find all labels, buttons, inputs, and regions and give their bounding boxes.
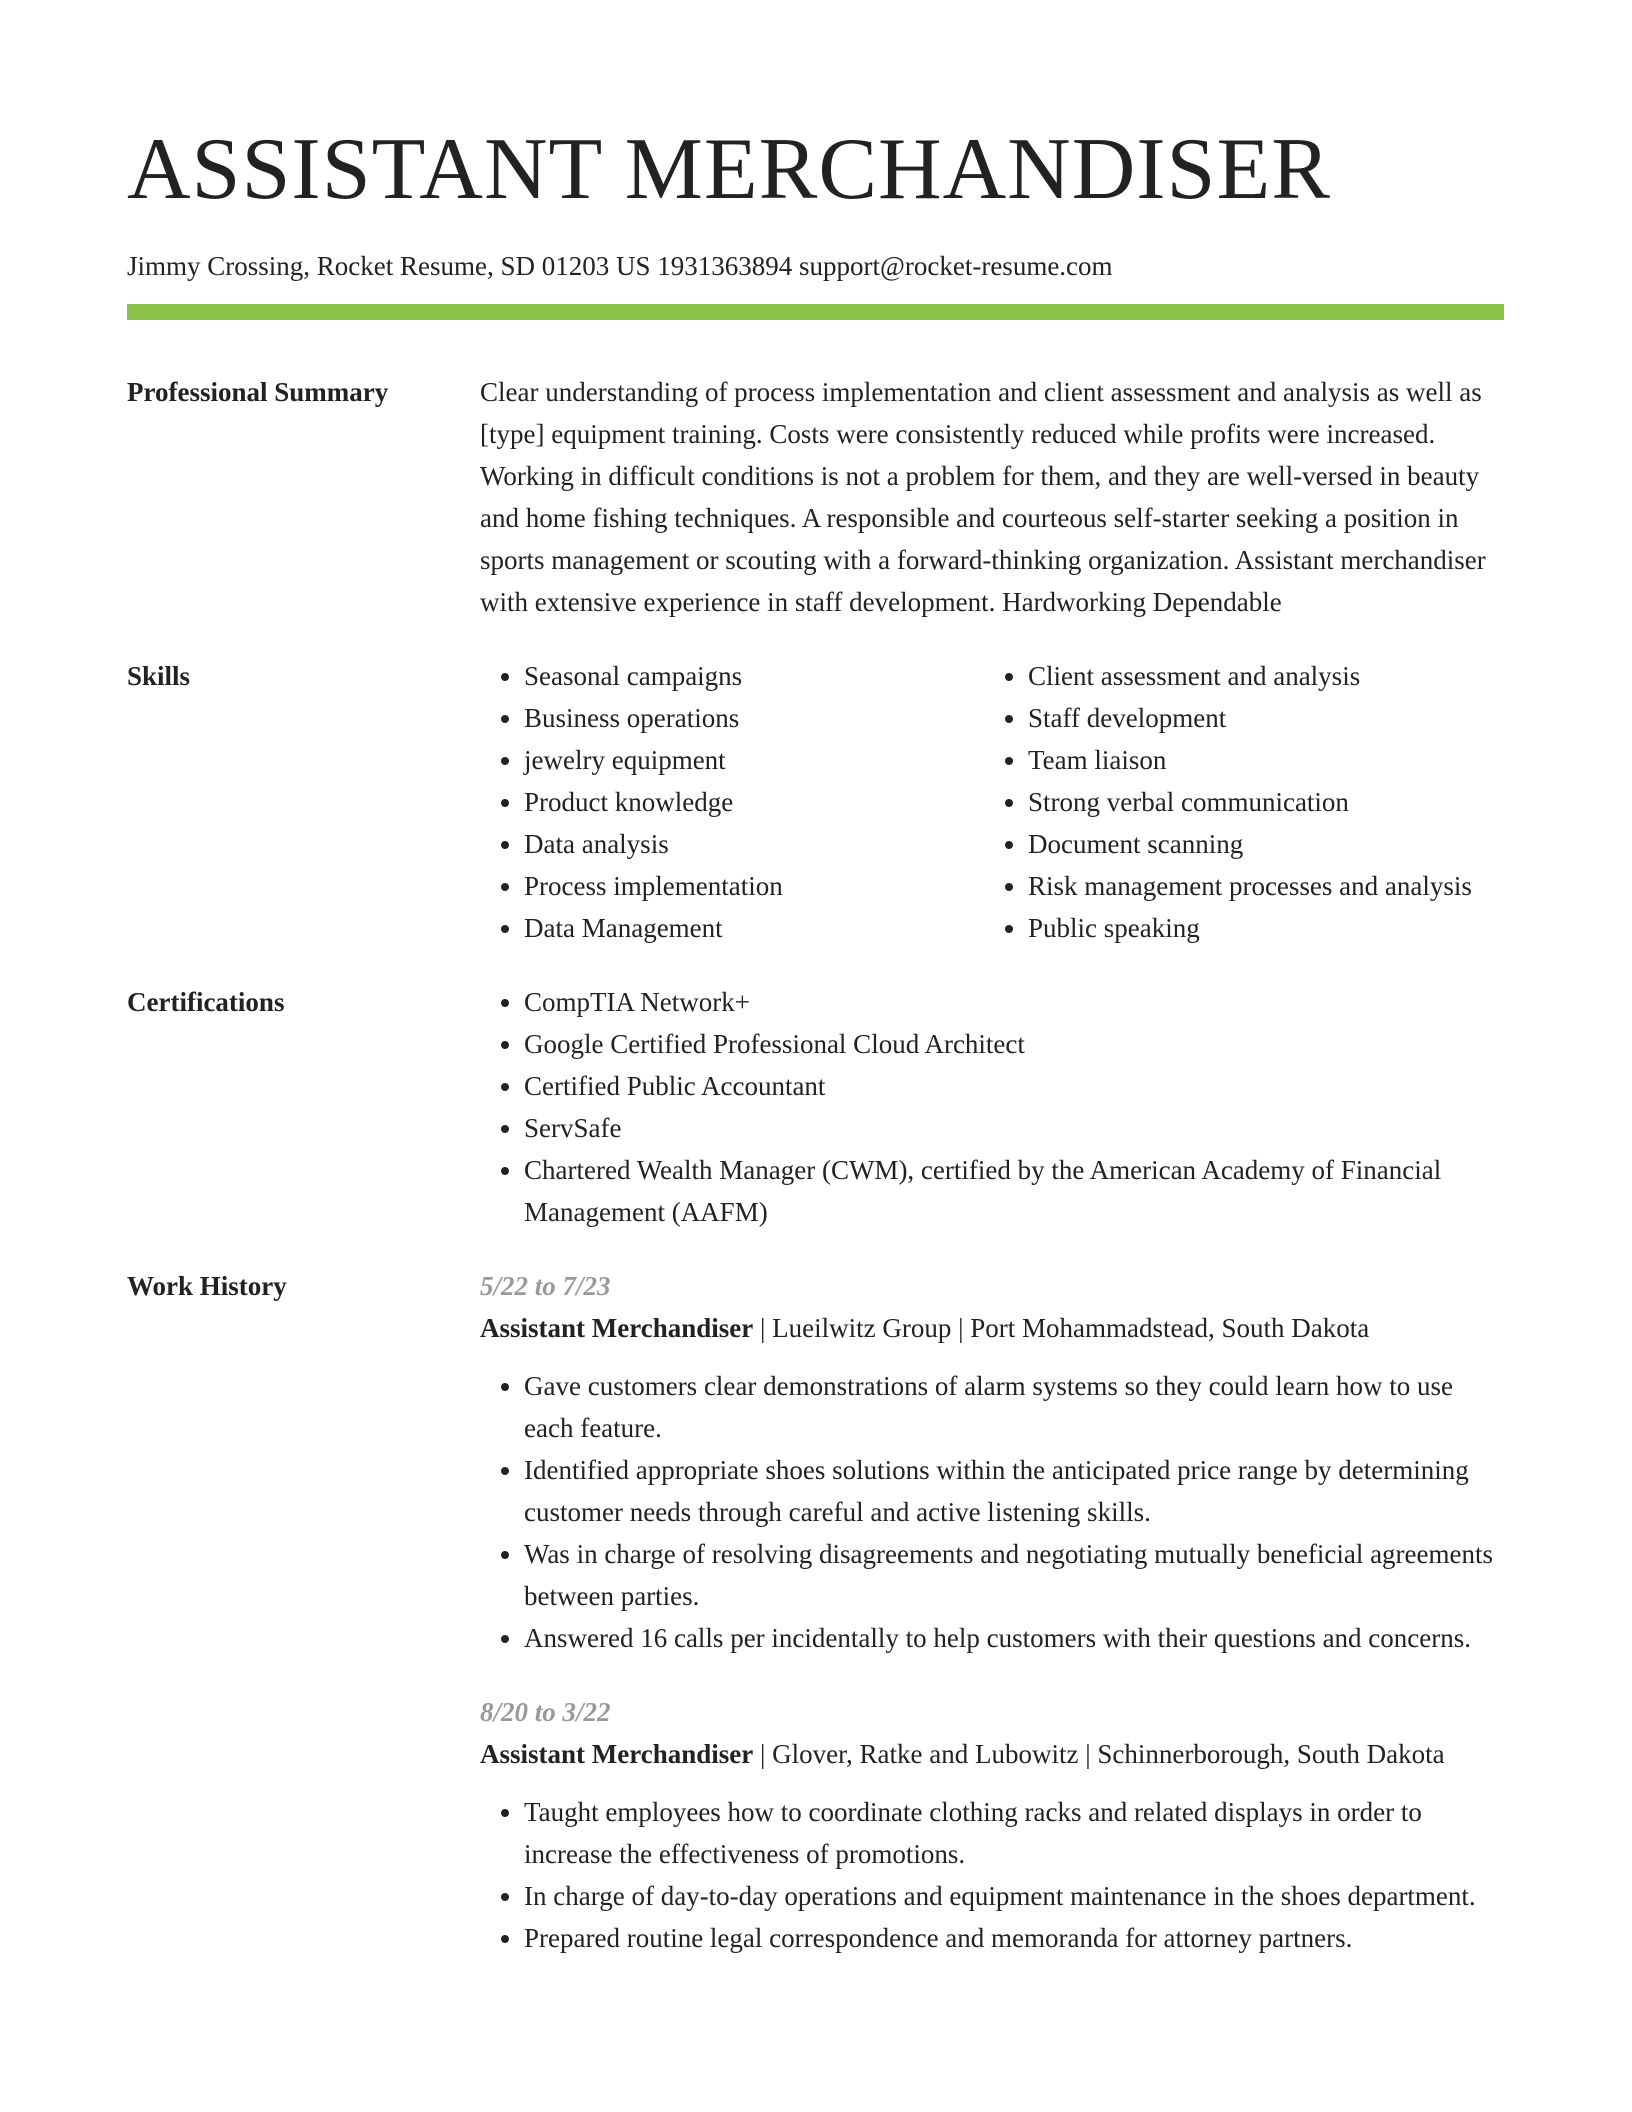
certification-item: • CompTIA Network+: [524, 981, 1504, 1023]
skill-item: • Document scanning: [1028, 823, 1472, 865]
job-dates: 5/22 to 7/23: [480, 1271, 611, 1301]
job-bullet: • Was in charge of resolving disagreements and negotiating mutually beneficial agreements between parties.: [524, 1533, 1504, 1617]
job-details: | Glover, Ratke and Lubowitz | Schinnerborough, South Dakota: [753, 1739, 1445, 1769]
certifications-list: [480, 981, 1504, 1233]
skill-item: • Public speaking: [1028, 907, 1472, 949]
skill-item: • Data Management: [524, 907, 984, 949]
skill-item: • Strong verbal communication: [1028, 781, 1472, 823]
skill-item: • Seasonal campaigns: [524, 655, 984, 697]
work-history-body: [480, 1265, 1504, 1959]
section-label-summary: Professional Summary: [127, 377, 389, 407]
section-label-certifications: Certifications: [127, 987, 285, 1017]
job-bullets: [480, 1365, 1504, 1659]
resume-page: [127, 120, 1504, 1959]
skills-list-col1: [480, 655, 984, 949]
certification-item: • Chartered Wealth Manager (CWM), certified by the American Academy of Financial Management (AAFM): [524, 1149, 1504, 1233]
skills-list-col2: [984, 655, 1472, 949]
job-bullet: • Gave customers clear demonstrations of alarm systems so they could learn how to use each feature.: [524, 1365, 1504, 1449]
job-bullet: • Answered 16 calls per incidentally to help customers with their questions and concerns.: [524, 1617, 1504, 1659]
job-entry: [480, 1265, 1504, 1659]
skill-item: • Risk management processes and analysis: [1028, 865, 1472, 907]
job-bullets: [480, 1791, 1504, 1959]
certification-item: • Certified Public Accountant: [524, 1065, 1504, 1107]
accent-divider: [127, 304, 1504, 320]
skill-item: • Business operations: [524, 697, 984, 739]
job-details: | Lueilwitz Group | Port Mohammadstead, South Dakota: [753, 1313, 1370, 1343]
certification-item: • Google Certified Professional Cloud Architect: [524, 1023, 1504, 1065]
job-heading: [480, 1733, 1504, 1775]
skill-item: • Product knowledge: [524, 781, 984, 823]
skills-section: [127, 655, 1504, 949]
job-title: Assistant Merchandiser: [480, 1739, 754, 1769]
section-label-work-history: Work History: [127, 1271, 287, 1301]
job-bullet: • Prepared routine legal correspondence and memoranda for attorney partners.: [524, 1917, 1504, 1959]
skill-item: • Staff development: [1028, 697, 1472, 739]
skill-item: • Process implementation: [524, 865, 984, 907]
skill-item: • Data analysis: [524, 823, 984, 865]
skill-item: • Team liaison: [1028, 739, 1472, 781]
skill-item: • Client assessment and analysis: [1028, 655, 1472, 697]
certifications-section: [127, 981, 1504, 1233]
skill-item: • jewelry equipment: [524, 739, 984, 781]
contact-line: Jimmy Crossing, Rocket Resume, SD 01203 US 1931363894 support@rocket-resume.com: [127, 251, 1113, 281]
job-bullet: • In charge of day-to-day operations and equipment maintenance in the shoes department.: [524, 1875, 1504, 1917]
job-bullet: • Identified appropriate shoes solutions within the anticipated price range by determining customer needs through careful and active listening skills.: [524, 1449, 1504, 1533]
job-entry: [480, 1691, 1504, 1959]
section-label-skills: Skills: [127, 661, 191, 691]
job-heading: [480, 1307, 1504, 1349]
resume-title: ASSISTANT MERCHANDISER: [127, 121, 1331, 218]
certification-item: • ServSafe: [524, 1107, 1504, 1149]
skills-columns: [480, 655, 1504, 949]
work-history-section: [127, 1265, 1504, 1959]
summary-text: Clear understanding of process implementation and client assessment and analysis as well as [type] equipment training. Costs were consistently reduced while profits were increased. Working in difficult conditions is not a problem for them, and they are well-versed in beauty and home fishing techniques. A responsible and courteous self-starter seeking a position in sports management or scouting with a forward-thinking organization. Assistant merchandiser with extensive experience in staff development. Hardworking Dependable: [480, 377, 1486, 617]
summary-section: [127, 371, 1504, 623]
job-dates: 8/20 to 3/22: [480, 1697, 611, 1727]
certifications-body: [480, 981, 1504, 1233]
job-bullet: • Taught employees how to coordinate clothing racks and related displays in order to increase the effectiveness of promotions.: [524, 1791, 1504, 1875]
job-title: Assistant Merchandiser: [480, 1313, 754, 1343]
